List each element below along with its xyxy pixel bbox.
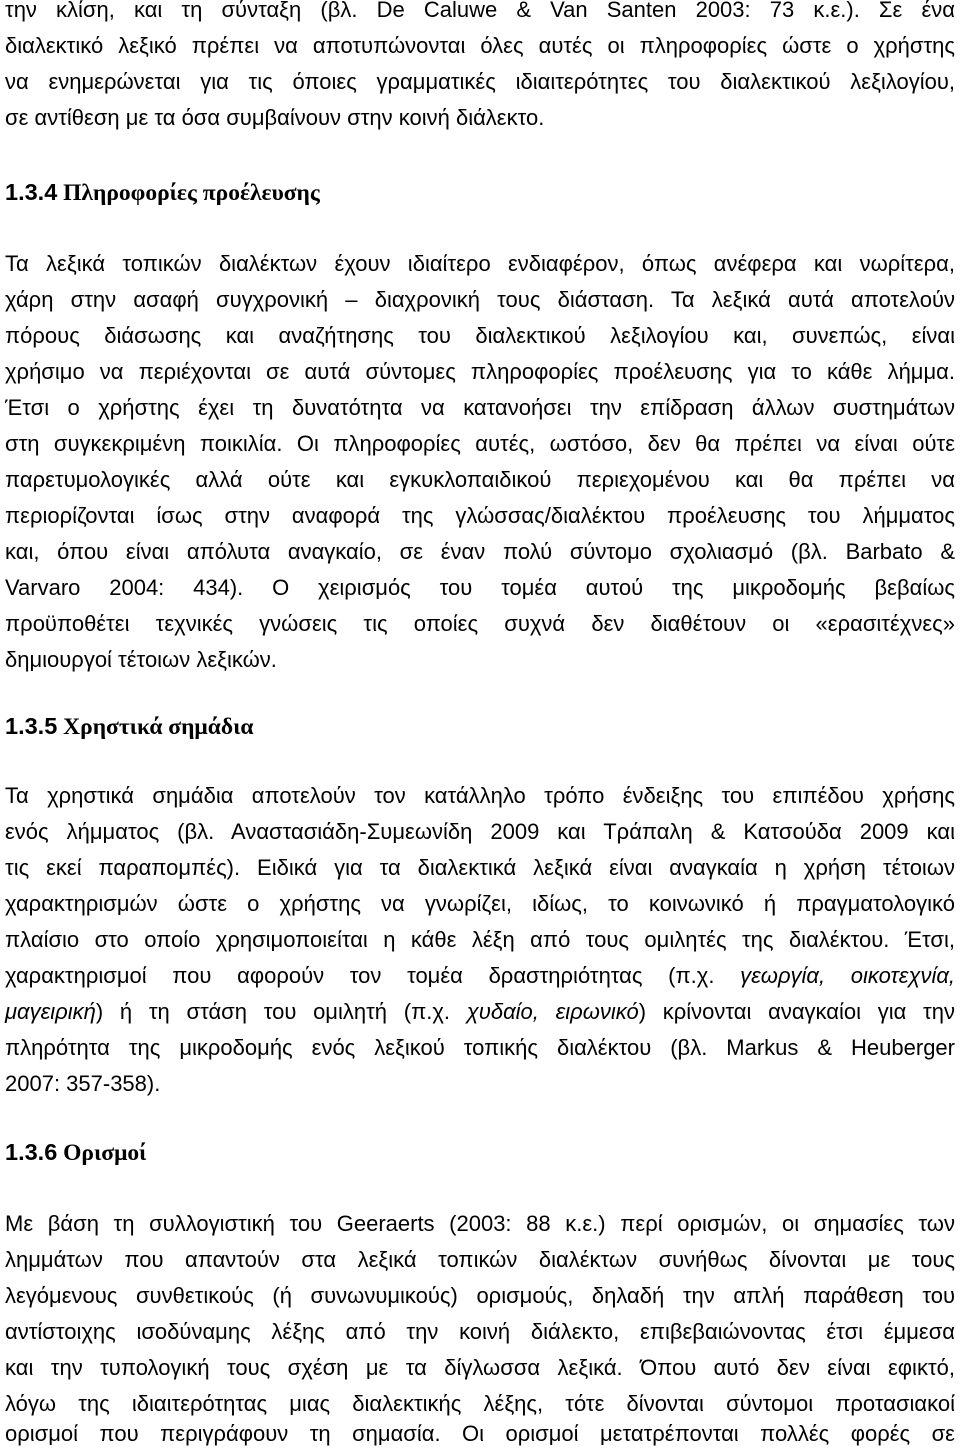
section-heading-1-3-5 <box>5 708 253 744</box>
text-line <box>5 246 955 282</box>
section-title: Χρηστικά σημάδια <box>63 714 254 740</box>
text-line-content: Varvaro 2004: 434). Ο χειρισμός του τομέα αυτού της μικροδομής βεβαίως <box>5 575 955 600</box>
text-line-content: περιορίζονται ίσως στην αναφορά της γλώσσας/διαλέκτου προέλευσης του λήμματος <box>5 503 955 528</box>
text-line <box>5 318 955 354</box>
text-line-content: και, όπου είναι απόλυτα αναγκαίο, σε έναν πολύ σύντομο σχολιασμό (βλ. Barbato & <box>5 539 955 564</box>
text-line-content: και την τυπολογική τους σχέση με τα δίγλωσσα λεξικά. Όπου αυτό δεν είναι εφικτό, <box>5 1355 955 1380</box>
text-line <box>5 1242 955 1278</box>
section-number: 1.3.4 <box>5 179 58 205</box>
text-line <box>5 100 955 136</box>
text-line-content: τις εκεί παραπομπές). Ειδικά για τα διαλεκτικά λεξικά είναι αναγκαία η χρήση τέτοιων <box>5 855 955 880</box>
text-line <box>5 354 955 390</box>
text-line <box>5 390 955 426</box>
section-heading-1-3-6 <box>5 1134 146 1170</box>
text-line-content: Τα λεξικά τοπικών διαλέκτων έχουν ιδιαίτερο ενδιαφέρον, όπως ανέφερα και νωρίτερα, <box>5 251 955 276</box>
text-line <box>5 850 955 886</box>
text-line-content: λημμάτων που απαντούν στα λεξικά τοπικών διαλέκτων συνήθως δίνονται με τους <box>5 1247 955 1272</box>
text-line-content: σε αντίθεση με τα όσα συμβαίνουν στην κοινή διάλεκτο. <box>5 105 545 130</box>
text-line <box>5 64 955 100</box>
text-line <box>5 28 955 64</box>
text-line-content: πόρους διάσωσης και αναζήτησης του διαλεκτικού λεξιλογίου και, συνεπώς, είναι <box>5 323 955 348</box>
text-line-content: την κλίση, και τη σύνταξη (βλ. De Caluwe & Van Santen 2003: 73 κ.ε.). Σε ένα <box>5 0 955 22</box>
text-line <box>5 886 955 922</box>
section-title: Ορισμοί <box>63 1140 147 1166</box>
text-line-content: πληρότητα της μικροδομής ενός λεξικού τοπικής διαλέκτου (βλ. Markus & Heuberger <box>5 1035 955 1060</box>
text-line-content: δημιουργοί τέτοιων λεξικών. <box>5 647 277 672</box>
text-line <box>5 462 955 498</box>
text-line-content: χαρακτηρισμών ώστε ο χρήστης να γνωρίζει, ιδίως, το κοινωνικό ή πραγματολογικό <box>5 891 955 916</box>
text-line <box>5 642 955 678</box>
text-line-content: ορισμοί που περιγράφουν τη σημασία. Οι ορισμοί μετατρέπονται πολλές φορές σε <box>5 1421 955 1446</box>
text-line-content: πλαίσιο στο οποίο χρησιμοποιείται η κάθε λέξη από τους ομιλητές της διαλέκτου. Έτσι, <box>5 927 955 952</box>
text-line <box>5 498 955 534</box>
text-line-content: παρετυμολογικές αλλά ούτε και εγκυκλοπαιδικού περιεχομένου και θα πρέπει να <box>5 467 955 492</box>
text-line-content: Τα χρηστικά σημάδια αποτελούν τον κατάλληλο τρόπο ένδειξης του επιπέδου χρήσης <box>5 783 955 808</box>
text-line <box>5 1066 955 1102</box>
text-line <box>5 1350 955 1386</box>
text-line-content: ενός λήμματος (βλ. Αναστασιάδη-Συμεωνίδη 2009 και Τράπαλη & Κατσούδα 2009 και <box>5 819 955 844</box>
section-heading-1-3-4 <box>5 174 320 210</box>
text-line <box>5 426 955 462</box>
text-line <box>5 0 955 28</box>
text-line <box>5 1278 955 1314</box>
text-line <box>5 606 955 642</box>
text-line <box>5 282 955 318</box>
section-number: 1.3.6 <box>5 1139 58 1165</box>
text-line-content: στη συγκεκριμένη ποικιλία. Οι πληροφορίες αυτές, ωστόσο, δεν θα πρέπει να είναι ούτε <box>5 431 955 456</box>
text-line <box>5 1416 955 1452</box>
text-line <box>5 1314 955 1350</box>
text-line <box>5 922 955 958</box>
text-line <box>5 1206 955 1242</box>
text-line <box>5 570 955 606</box>
text-line <box>5 994 955 1030</box>
text-line-content: προϋποθέτει τεχνικές γνώσεις τις οποίες συχνά δεν διαθέτουν οι «ερασιτέχνες» <box>5 611 955 636</box>
text-line <box>5 1030 955 1066</box>
text-line-content: διαλεκτικό λεξικό πρέπει να αποτυπώνονται όλες αυτές οι πληροφορίες ώστε ο χρήστης <box>5 33 955 58</box>
text-line-content: χρήσιμο να περιέχονται σε αυτά σύντομες πληροφορίες προέλευσης για το κάθε λήμμα. <box>5 359 955 384</box>
text-line-content: 2007: 357-358). <box>5 1071 161 1096</box>
section-number: 1.3.5 <box>5 713 58 739</box>
text-line <box>5 814 955 850</box>
text-line <box>5 958 955 994</box>
text-line-content: Με βάση τη συλλογιστική του Geeraerts (2003: 88 κ.ε.) περί ορισμών, οι σημασίες των <box>5 1211 955 1236</box>
text-line-content: αντίστοιχης ισοδύναμης λέξης από την κοινή διάλεκτο, επιβεβαιώνοντας έτσι έμμεσα <box>5 1319 955 1344</box>
text-line-content: χαρακτηρισμοί που αφορούν τον τομέα δραστηριότητας (π.χ. γεωργία, οικοτεχνία, <box>5 963 955 988</box>
text-line-content: λόγω της ιδιαιτερότητας μιας διαλεκτικής λέξης, τότε δίνονται σύντομοι προτασιακοί <box>5 1391 955 1416</box>
text-line-content: να ενημερώνεται για τις όποιες γραμματικές ιδιαιτερότητες του διαλεκτικού λεξιλογίου, <box>5 69 955 94</box>
text-line-content: μαγειρική) ή τη στάση του ομιλητή (π.χ. χυδαίο, ειρωνικό) κρίνονται αναγκαίοι για την <box>5 999 955 1024</box>
section-title: Πληροφορίες προέλευσης <box>63 180 320 206</box>
text-line <box>5 778 955 814</box>
text-line-content: Έτσι ο χρήστης έχει τη δυνατότητα να κατανοήσει την επίδραση άλλων συστημάτων <box>5 395 955 420</box>
text-line-content: χάρη στην ασαφή συγχρονική – διαχρονική τους διάσταση. Τα λεξικά αυτά αποτελούν <box>5 287 955 312</box>
text-line-content: λεγόμενους συνθετικούς (ή συνωνυμικούς) ορισμούς, δηλαδή την απλή παράθεση του <box>5 1283 955 1308</box>
text-line <box>5 534 955 570</box>
